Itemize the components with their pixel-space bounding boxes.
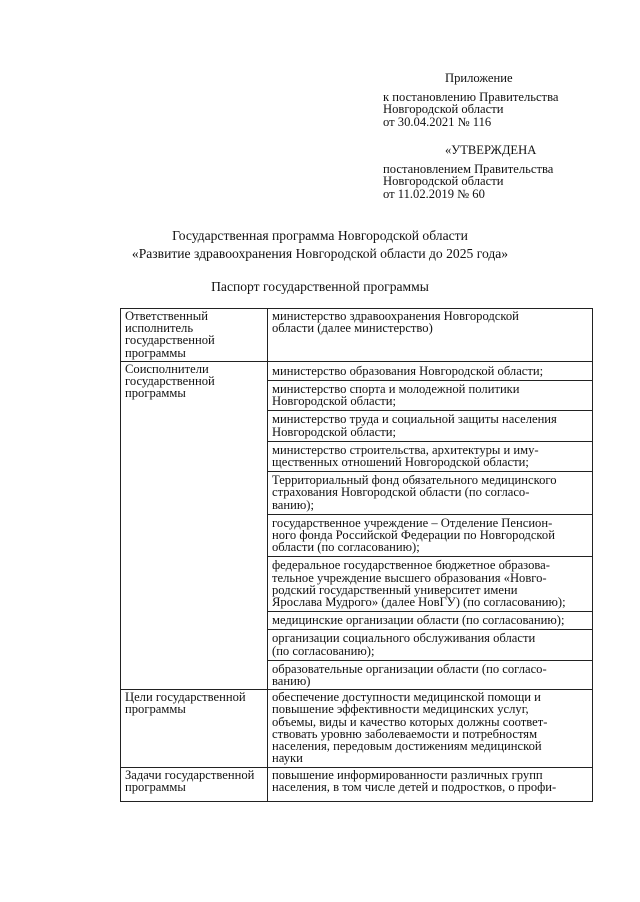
row-value-cell — [268, 361, 593, 689]
row-label-line: Задачи государственной — [125, 767, 255, 782]
row-value-line: ванию); — [272, 497, 314, 512]
program-name: «Развитие здравоохранения Новгородской области до 2025 года» — [131, 246, 509, 261]
row-value-line: щественных отношений Новгородской области; — [272, 455, 529, 470]
row-label-cell — [121, 690, 268, 767]
row-value-line: министерство строительства, архитектуры и иму- — [272, 442, 539, 457]
approved-date-number: от 11.02.2019 № 60 — [383, 186, 485, 201]
row-value-line: медицинские организации области (по согласованию); — [272, 613, 565, 628]
row-value-cell — [268, 309, 593, 362]
row-value-line: обеспечение доступности медицинской помощи и — [272, 690, 541, 705]
row-label-line: Соисполнители — [125, 361, 209, 376]
row-value-line: Новгородской области; — [272, 394, 396, 409]
row-value-item — [268, 411, 592, 441]
row-value-line: населения, передовым достижениям медицинской — [272, 739, 542, 754]
co-executors-row — [121, 361, 593, 689]
appendix-line: Новгородской области — [383, 102, 504, 116]
program-goals-row — [121, 690, 593, 767]
row-label-line: Ответственный — [125, 309, 208, 323]
row-label-line: программы — [125, 345, 186, 360]
row-value-line: министерство здравоохранения Новгородской — [272, 309, 519, 323]
approved-block — [383, 144, 553, 200]
row-value-line: объемы, виды и качество которых должны соответ- — [272, 714, 548, 729]
approved-line: Новгородской области — [383, 174, 504, 188]
row-value-line: ванию) — [272, 674, 311, 689]
row-value-item — [268, 691, 592, 764]
row-value-line: организации социального обслуживания области — [272, 631, 536, 646]
row-value-line: науки — [272, 751, 303, 766]
row-value-line: государственное учреждение – Отделение Пенсион- — [272, 515, 553, 530]
appendix-date-number: от 30.04.2021 № 116 — [383, 114, 492, 129]
row-value-line: населения, в том числе детей и подростков, о профи- — [272, 779, 557, 794]
row-value-item — [268, 557, 592, 612]
row-label-cell — [121, 309, 268, 362]
passport-table — [120, 308, 593, 802]
row-label-line: государственной — [125, 333, 215, 348]
row-value-line: родский государственный университет имени — [272, 582, 518, 597]
row-value-line: образовательные организации области (по согласо- — [272, 661, 547, 676]
row-value-line: министерство спорта и молодежной политики — [272, 382, 520, 397]
passport-subtitle: Паспорт государственной программы — [211, 279, 429, 294]
row-value-line: министерство труда и социальной защиты населения — [272, 412, 557, 427]
row-label-line: государственной — [125, 374, 215, 389]
row-value-line: ного фонда Российской Федерации по Новгородской — [272, 528, 555, 543]
row-value-item — [268, 381, 592, 411]
row-label-line: программы — [125, 702, 186, 717]
appendix-heading: Приложение — [445, 71, 513, 85]
row-value-item — [268, 630, 592, 660]
row-value-line: области (по согласованию); — [272, 540, 420, 555]
row-value-line: Территориальный фонд обязательного медицинского — [272, 473, 557, 488]
row-label-cell — [121, 767, 268, 801]
row-value-line: (по согласованию); — [272, 643, 375, 658]
row-value-line: повышение информированности различных групп — [272, 767, 543, 782]
row-label-line: исполнитель — [125, 321, 194, 336]
row-value-item — [268, 363, 592, 381]
row-value-line: федеральное государственное бюджетное образова- — [272, 558, 550, 573]
row-value-line: тельное учреждение высшего образования «Новго- — [272, 570, 547, 585]
approved-heading: «УТВЕРЖДЕНА — [445, 143, 537, 157]
program-title: Государственная программа Новгородской области — [172, 228, 468, 243]
row-value-line: ствовать уровню заболеваемости и потребностям — [272, 726, 538, 741]
row-value-item — [268, 310, 592, 334]
appendix-line: к постановлению Правительства — [383, 89, 559, 104]
row-value-item — [268, 442, 592, 472]
approved-line: постановлением Правительства — [383, 161, 554, 176]
row-label-line: программы — [125, 386, 186, 401]
program-tasks-row — [121, 767, 593, 801]
row-value-line: министерство образования Новгородской области; — [272, 363, 544, 378]
row-value-line: страхования Новгородской области (по согласо- — [272, 485, 530, 500]
appendix-block — [383, 72, 558, 128]
row-value-line: повышение эффективности медицинских услуг, — [272, 702, 529, 717]
row-value-line: Ярослава Мудрого» (далее НовГУ) (по согласованию); — [272, 595, 566, 610]
row-value-item — [268, 515, 592, 558]
row-value-item — [268, 612, 592, 630]
row-label-line: программы — [125, 779, 186, 794]
responsible-executor-row — [121, 309, 593, 362]
row-value-item — [268, 661, 592, 687]
row-value-line: Новгородской области; — [272, 424, 396, 439]
row-value-item — [268, 769, 592, 793]
row-value-line: области (далее министерство) — [272, 321, 433, 336]
row-value-cell — [268, 690, 593, 767]
row-value-item — [268, 472, 592, 515]
row-label-line: Цели государственной — [125, 690, 246, 705]
row-label-cell — [121, 361, 268, 689]
row-value-cell — [268, 767, 593, 801]
passport-table-body — [121, 309, 593, 802]
